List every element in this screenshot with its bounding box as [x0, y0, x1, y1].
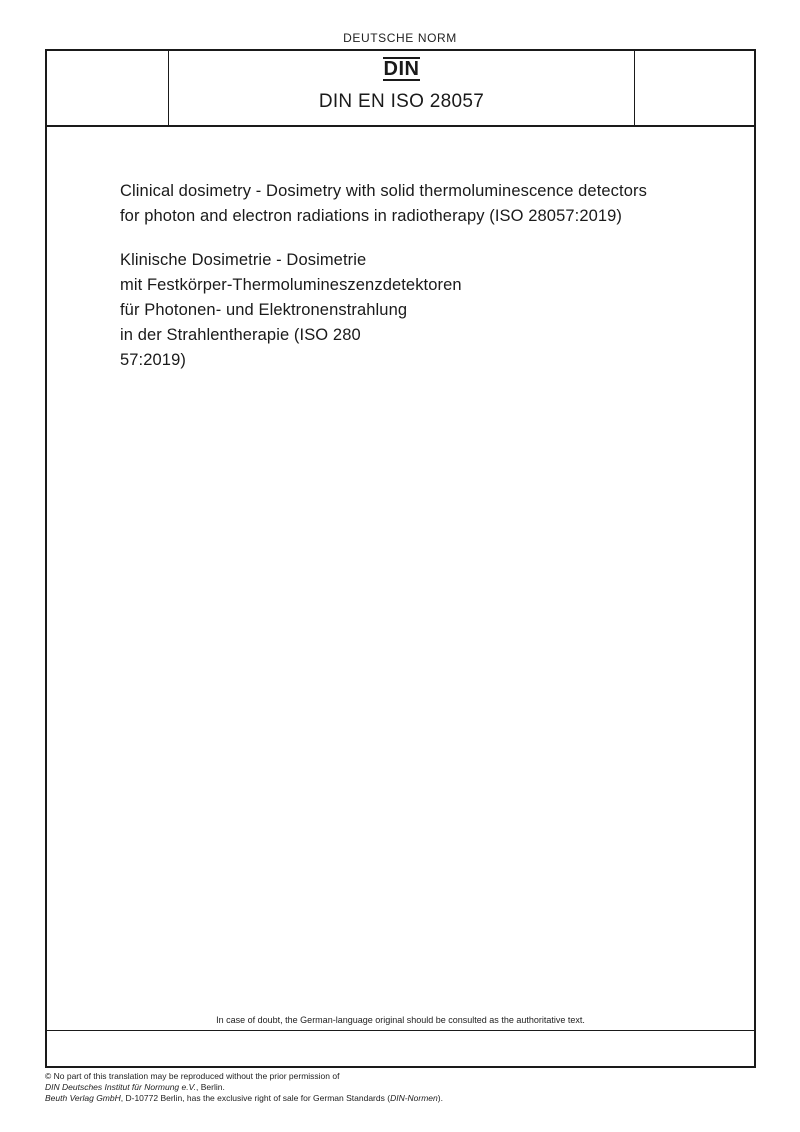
footer-line-3-end: ). [437, 1093, 443, 1103]
header-center [169, 51, 634, 125]
title-german-line: für Photonen- und Elektronenstrahlung [120, 301, 408, 319]
title-english-line: for photon and electron radiations in radiotherapy (ISO 28057:2019) [120, 207, 623, 225]
header-cell-left [47, 51, 169, 125]
beuth-verlag-name: Beuth Verlag GmbH [45, 1093, 121, 1103]
footer-line-2-rest: , Berlin. [196, 1082, 225, 1092]
din-logo [169, 57, 634, 81]
din-logo-text: DIN [383, 58, 420, 80]
footer-line-2 [45, 1082, 745, 1093]
title-german-line: Klinische Dosimetrie - Dosimetrie [120, 251, 367, 269]
bottom-divider [47, 1030, 754, 1031]
title-page-frame [45, 49, 756, 1068]
footer-line-3-mid: , D-10772 Berlin, has the exclusive right of sale for German Standards ( [120, 1093, 391, 1103]
din-normen-label: DIN-Normen [390, 1093, 438, 1103]
document-number: DIN EN ISO 28057 [318, 91, 485, 112]
din-institute-name: DIN Deutsches Institut für Normung e.V. [45, 1082, 197, 1092]
title-english-line: Clinical dosimetry - Dosimetry with solid thermoluminescence detectors [120, 182, 647, 200]
footer-line-3 [45, 1093, 745, 1104]
header-cell-right [634, 51, 755, 125]
authoritative-text-note: In case of doubt, the German-language original should be consulted as the authoritative text. [216, 1015, 585, 1025]
title-english [120, 179, 720, 229]
titles-block [120, 179, 720, 373]
header-row [47, 51, 754, 127]
title-german-line: mit Festkörper-Thermolumineszenzdetektoren [120, 276, 462, 294]
copyright-footer [45, 1071, 745, 1104]
title-german [120, 248, 720, 373]
title-german-line: 57:2019) [120, 351, 186, 369]
footer-line-1: © No part of this translation may be reproduced without the prior permission of [45, 1071, 340, 1081]
title-german-line: in der Strahlentherapie (ISO 280 [120, 326, 361, 344]
standard-type-label: DEUTSCHE NORM [343, 31, 457, 45]
